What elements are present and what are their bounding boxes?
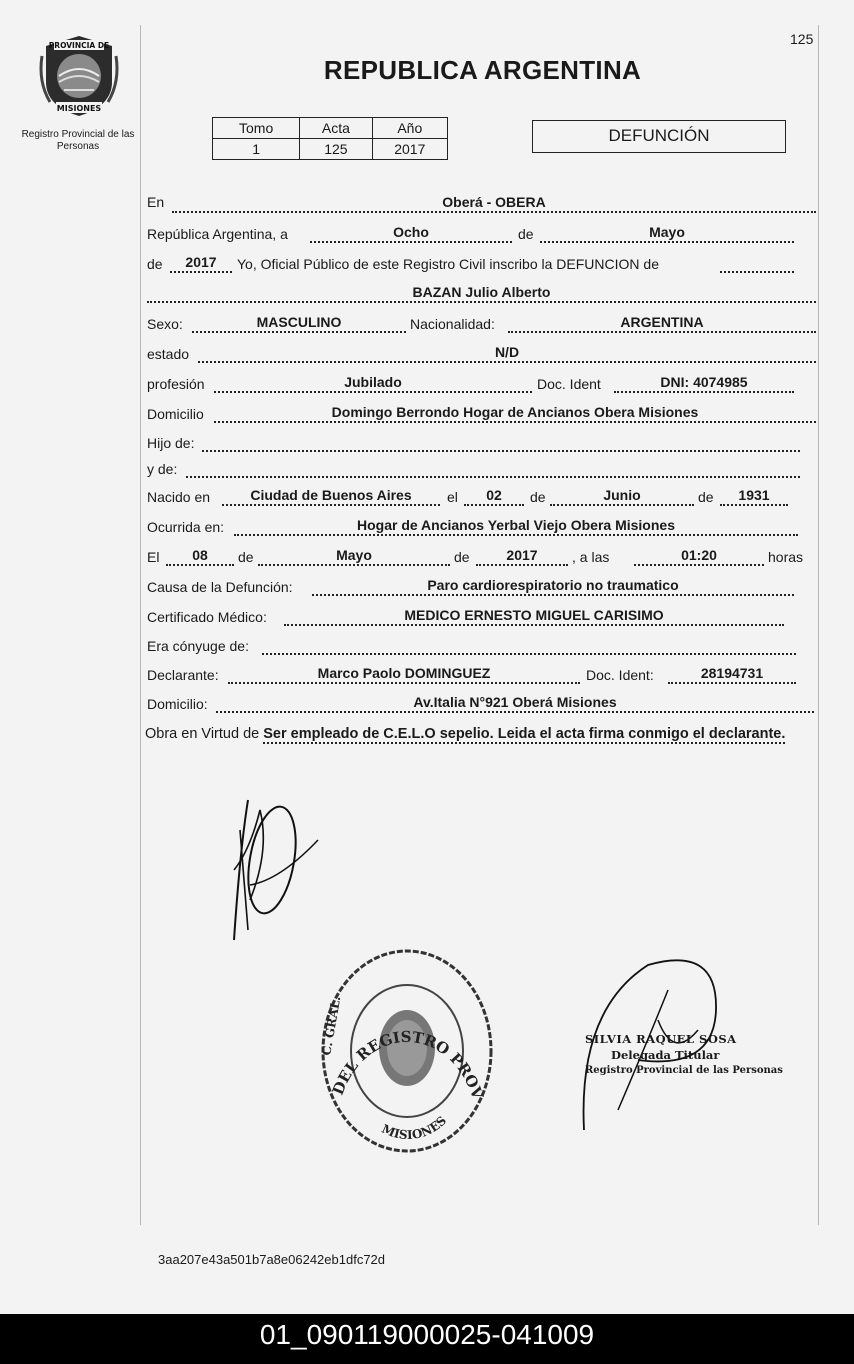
de-label: de <box>518 226 534 242</box>
horas-label: horas <box>768 549 804 565</box>
obra-label: Obra en Virtud de <box>145 726 260 742</box>
yde-label: y de: <box>147 461 178 477</box>
seal-text-top: PROVINCIA DE <box>48 41 110 50</box>
meta-header-tomo: Tomo <box>213 118 300 139</box>
profesion-field: Jubilado <box>214 374 532 393</box>
declarant-signature <box>220 790 330 950</box>
deceased-name-field: BAZAN Julio Alberto <box>147 284 816 303</box>
inscribo-blank <box>720 254 794 273</box>
conyuge-field <box>262 636 796 655</box>
estado-field: N/D <box>198 344 816 363</box>
doc-ident-label: Doc. Ident: <box>586 667 654 683</box>
month-field: Mayo <box>540 224 794 243</box>
footer-code: 01_090119000025-041009 <box>0 1314 854 1364</box>
el-label: El <box>147 549 160 565</box>
alas-label: , a las <box>572 549 610 565</box>
ocurrida-label: Ocurrida en: <box>147 519 225 535</box>
document-type-box: DEFUNCIÓN <box>532 120 786 153</box>
signatory-institution: Registro Provincial de las Personas <box>585 1065 783 1076</box>
signature-block <box>585 1031 785 1079</box>
doc-ident-label: Doc. Ident <box>537 376 601 392</box>
meta-value-anio: 2017 <box>372 139 447 160</box>
left-margin-line <box>140 25 141 1225</box>
ocurrida-field: Hogar de Ancianos Yerbal Viejo Obera Misiones <box>234 517 798 536</box>
page-title: REPUBLICA ARGENTINA <box>323 55 642 85</box>
right-margin-line <box>818 25 819 1225</box>
stamp-text-bottom: MISIONES <box>379 1113 450 1143</box>
declarante-field: Marco Paolo DOMINGUEZ <box>228 665 580 684</box>
death-year-field: 2017 <box>476 547 568 566</box>
declarante-label: Declarante: <box>147 667 219 683</box>
nacido-label: Nacido en <box>147 489 211 505</box>
place-field: Oberá - OBERA <box>172 194 816 213</box>
en-label: En <box>147 194 165 210</box>
domicilio-field: Domingo Berrondo Hogar de Ancianos Obera Misiones <box>214 404 816 423</box>
inscribo-text: Yo, Oficial Público de este Registro Civil inscribo la DEFUNCION de <box>237 256 659 272</box>
birth-day-field: 02 <box>464 487 524 506</box>
record-meta-table <box>212 117 448 160</box>
conyuge-label: Era cónyuge de: <box>147 638 249 654</box>
obra-paragraph <box>145 723 813 745</box>
meta-value-acta: 125 <box>300 139 372 160</box>
sexo-field: MASCULINO <box>192 314 406 333</box>
de-label: de <box>454 549 470 565</box>
year-field: 2017 <box>170 254 232 273</box>
stamp-text-left: C. GRAL. <box>319 995 344 1057</box>
declarante-doc-field: 28194731 <box>668 665 796 684</box>
birth-year-field: 1931 <box>720 487 788 506</box>
birth-place-field: Ciudad de Buenos Aires <box>222 487 440 506</box>
stamp-text-top: DEL REGISTRO PROV <box>328 1027 487 1102</box>
profesion-label: profesión <box>147 376 205 392</box>
hijo-field <box>202 433 800 452</box>
provincial-seal <box>36 32 122 125</box>
de-label: de <box>530 489 546 505</box>
de-label: de <box>698 489 714 505</box>
obra-field: Ser empleado de C.E.L.O sepelio. Leida el acta firma conmigo el declarante. <box>263 726 786 742</box>
domicilio-label: Domicilio <box>147 406 204 422</box>
day-words-field: Ocho <box>310 224 512 243</box>
domicilio-label: Domicilio: <box>147 696 208 712</box>
death-time-field: 01:20 <box>634 547 764 566</box>
republica-label: República Argentina, a <box>147 226 288 242</box>
nacionalidad-label: Nacionalidad: <box>410 316 495 332</box>
death-day-field: 08 <box>166 547 234 566</box>
svg-text:MISIONES <box>380 1113 450 1142</box>
seal-text-bottom: MISIONES <box>56 104 102 113</box>
registry-label: Registro Provincial de las Personas <box>21 129 135 152</box>
estado-label: estado <box>147 346 190 362</box>
doc-ident-field: DNI: 4074985 <box>614 374 794 393</box>
meta-value-tomo: 1 <box>213 139 300 160</box>
causa-label: Causa de la Defunción: <box>147 579 293 595</box>
meta-header-acta: Acta <box>300 118 372 139</box>
hijo-label: Hijo de: <box>147 435 195 451</box>
birth-month-field: Junio <box>550 487 694 506</box>
document-hash: 3aa207e43a501b7a8e06242eb1dfc72d <box>158 1252 386 1267</box>
de-label: de <box>238 549 254 565</box>
signatory-name: SILVIA RAQUEL SOSA <box>585 1032 737 1046</box>
certificado-label: Certificado Médico: <box>147 609 267 625</box>
page-number: 125 <box>790 31 814 47</box>
el-label: el <box>447 489 458 505</box>
certificado-field: MEDICO ERNESTO MIGUEL CARISIMO <box>284 607 784 626</box>
death-month-field: Mayo <box>258 547 450 566</box>
de-label: de <box>147 256 163 272</box>
signatory-role: Delegada Titular <box>611 1048 720 1062</box>
causa-field: Paro cardiorespiratorio no traumatico <box>312 577 794 596</box>
meta-header-anio: Año <box>372 118 447 139</box>
nacionalidad-field: ARGENTINA <box>508 314 816 333</box>
registry-stamp <box>318 946 496 1161</box>
sexo-label: Sexo: <box>147 316 183 332</box>
yde-field <box>186 459 800 478</box>
declarante-domicilio-field: Av.Italia N°921 Oberá Misiones <box>216 694 814 713</box>
